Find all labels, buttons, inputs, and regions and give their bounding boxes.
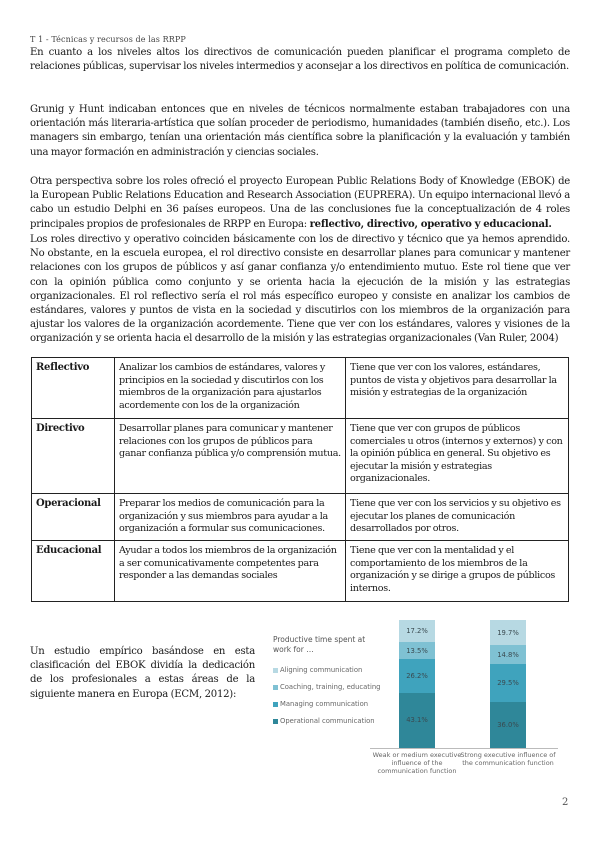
bar-segment-operational: 36.0% (490, 702, 526, 748)
table-row (32, 494, 569, 541)
roles-table (31, 357, 569, 602)
bar-weak-influence (399, 620, 435, 748)
bar-segment-coaching: 14.8% (490, 645, 526, 664)
paragraph-high-levels: En cuanto a los niveles altos los directivos de comunicación pueden planificar el programa completo de relaciones públicas, supervisar los niveles intermedios y aconsejar a los directivos en política de comunicación. (30, 47, 570, 73)
stacked-bar-chart (270, 615, 580, 775)
paragraph-roles-detail: Los roles directivo y operativo coinciden básicamente con los de directivo y técnico que ya hemos aprendido. No obstante, en la escuela europea, el rol directivo consiste en desarrollar planes para comunicar y mantener relaciones con los grupos de públicos y así ganar confianza y/o entendimiento mutuo. Este rol tiene que ver con la opinión pública como conjunto y se orienta hacia la ejecución de la misión y las estrategias organizacionales. El rol reflectivo sería el rol más específico europeo y consiste en analizar los cambios de estándares, valores y puntos de vista en la sociedad y discutirlos con los miembros de la organización para ajustar los valores de la organización acordemente. Tiene que ver con los estándares, valores y visiones de la organización y se orienta hacia el desarrollo de la misión y las estrategias organizacionales (Van Ruler, 2004) (30, 234, 570, 345)
role-name: Operacional (32, 494, 115, 541)
bar-strong-influence (490, 620, 526, 748)
legend-swatch-icon (273, 702, 278, 707)
role-description: Tiene que ver con los servicios y su objetivo es ejecutar los planes de comunicación desarrollados por otros. (346, 494, 569, 541)
bar-segment-coaching: 13.5% (399, 642, 435, 659)
role-definition: Desarrollar planes para comunicar y mantener relaciones con los grupos de públicos para ganar confianza pública y/o comprensión mutua. (115, 419, 346, 494)
running-header: T 1 - Técnicas y recursos de las RRPP (30, 35, 186, 44)
legend-swatch-icon (273, 685, 278, 690)
role-description: Tiene que ver con los valores, estándares, puntos de vista y objetivos para desarrollar la misión y estrategias de la organización (346, 358, 569, 419)
legend-item (273, 682, 380, 692)
legend-swatch-icon (273, 719, 278, 724)
role-name: Educacional (32, 541, 115, 602)
paragraph-ebok (30, 175, 570, 232)
role-name: Reflectivo (32, 358, 115, 419)
bar-segment-aligning: 19.7% (490, 620, 526, 645)
table-row (32, 541, 569, 602)
paragraph-grunig-hunt: Grunig y Hunt indicaban entonces que en niveles de técnicos normalmente estaban trabajadores con una orientación más literaria-artística que solían proceder de periodismo, humanidades (también diseño, etc.). Los managers sin embargo, tenían una orientación más científica sobre la planificación y la evaluación y también una mayor formación en administración y ciencias sociales. (30, 104, 570, 158)
table-row (32, 358, 569, 419)
legend-label: Coaching, training, educating (280, 683, 381, 691)
role-definition: Ayudar a todos los miembros de la organización a ser comunicativamente competentes para responder a las demandas sociales (115, 541, 346, 602)
legend-item (273, 665, 380, 675)
role-description: Tiene que ver con la mentalidad y el comportamiento de los miembros de la organización y se dirige a grupos de públicos internos. (346, 541, 569, 602)
bar-segment-managing: 26.2% (399, 659, 435, 693)
x-axis-line (370, 748, 558, 749)
x-axis-label: Strong executive influence of the communication function (460, 751, 556, 767)
legend-label: Aligning communication (280, 666, 363, 674)
bar-segment-operational: 43.1% (399, 693, 435, 748)
paragraph-ebok-text: Otra perspectiva sobre los roles ofreció el proyecto European Public Relations Body of Knowledge (EBOK) de la European Public Relations Education and Research Association (EUPRERA). Un equipo internacional llevó a cabo un estudio Delphi en 36 países europeos. Una de las conclusiones fue la conceptualización de 4 roles principales propios de profesionales de RRPP en Europa: (30, 176, 570, 230)
table-row (32, 419, 569, 494)
bar-segment-managing: 29.5% (490, 664, 526, 702)
role-definition: Preparar los medios de comunicación para la organización y sus miembros para ayudar a la organización a formular sus comunicaciones. (115, 494, 346, 541)
legend-item (273, 699, 380, 709)
bar-segment-aligning: 17.2% (399, 620, 435, 642)
chart-legend (273, 665, 380, 733)
role-name: Directivo (32, 419, 115, 494)
page-number: 2 (562, 797, 569, 808)
legend-label: Operational communication (280, 717, 375, 725)
role-definition: Analizar los cambios de estándares, valores y principios en la sociedad y discutirlos con los miembros de la organización para ajustarlos acordemente con los de la organización (115, 358, 346, 419)
paragraph-study: Un estudio empírico basándose en esta clasificación del EBOK dividía la dedicación de los profesionales a estas áreas de la siguiente manera en Europa (ECM, 2012): (30, 646, 255, 700)
chart-title: Productive time spent at work for … (273, 635, 366, 654)
legend-item (273, 716, 380, 726)
legend-label: Managing communication (280, 700, 369, 708)
paragraph-ebok-roles: reflectivo, directivo, operativo y educacional. (309, 218, 552, 230)
x-axis-label: Weak or medium executive influence of the communication function (372, 751, 462, 775)
role-description: Tiene que ver con grupos de públicos comerciales u otros (internos y externos) y con la opinión pública en general. Su objetivo es ejecutar la misión y estrategias organizacionales. (346, 419, 569, 494)
legend-swatch-icon (273, 668, 278, 673)
